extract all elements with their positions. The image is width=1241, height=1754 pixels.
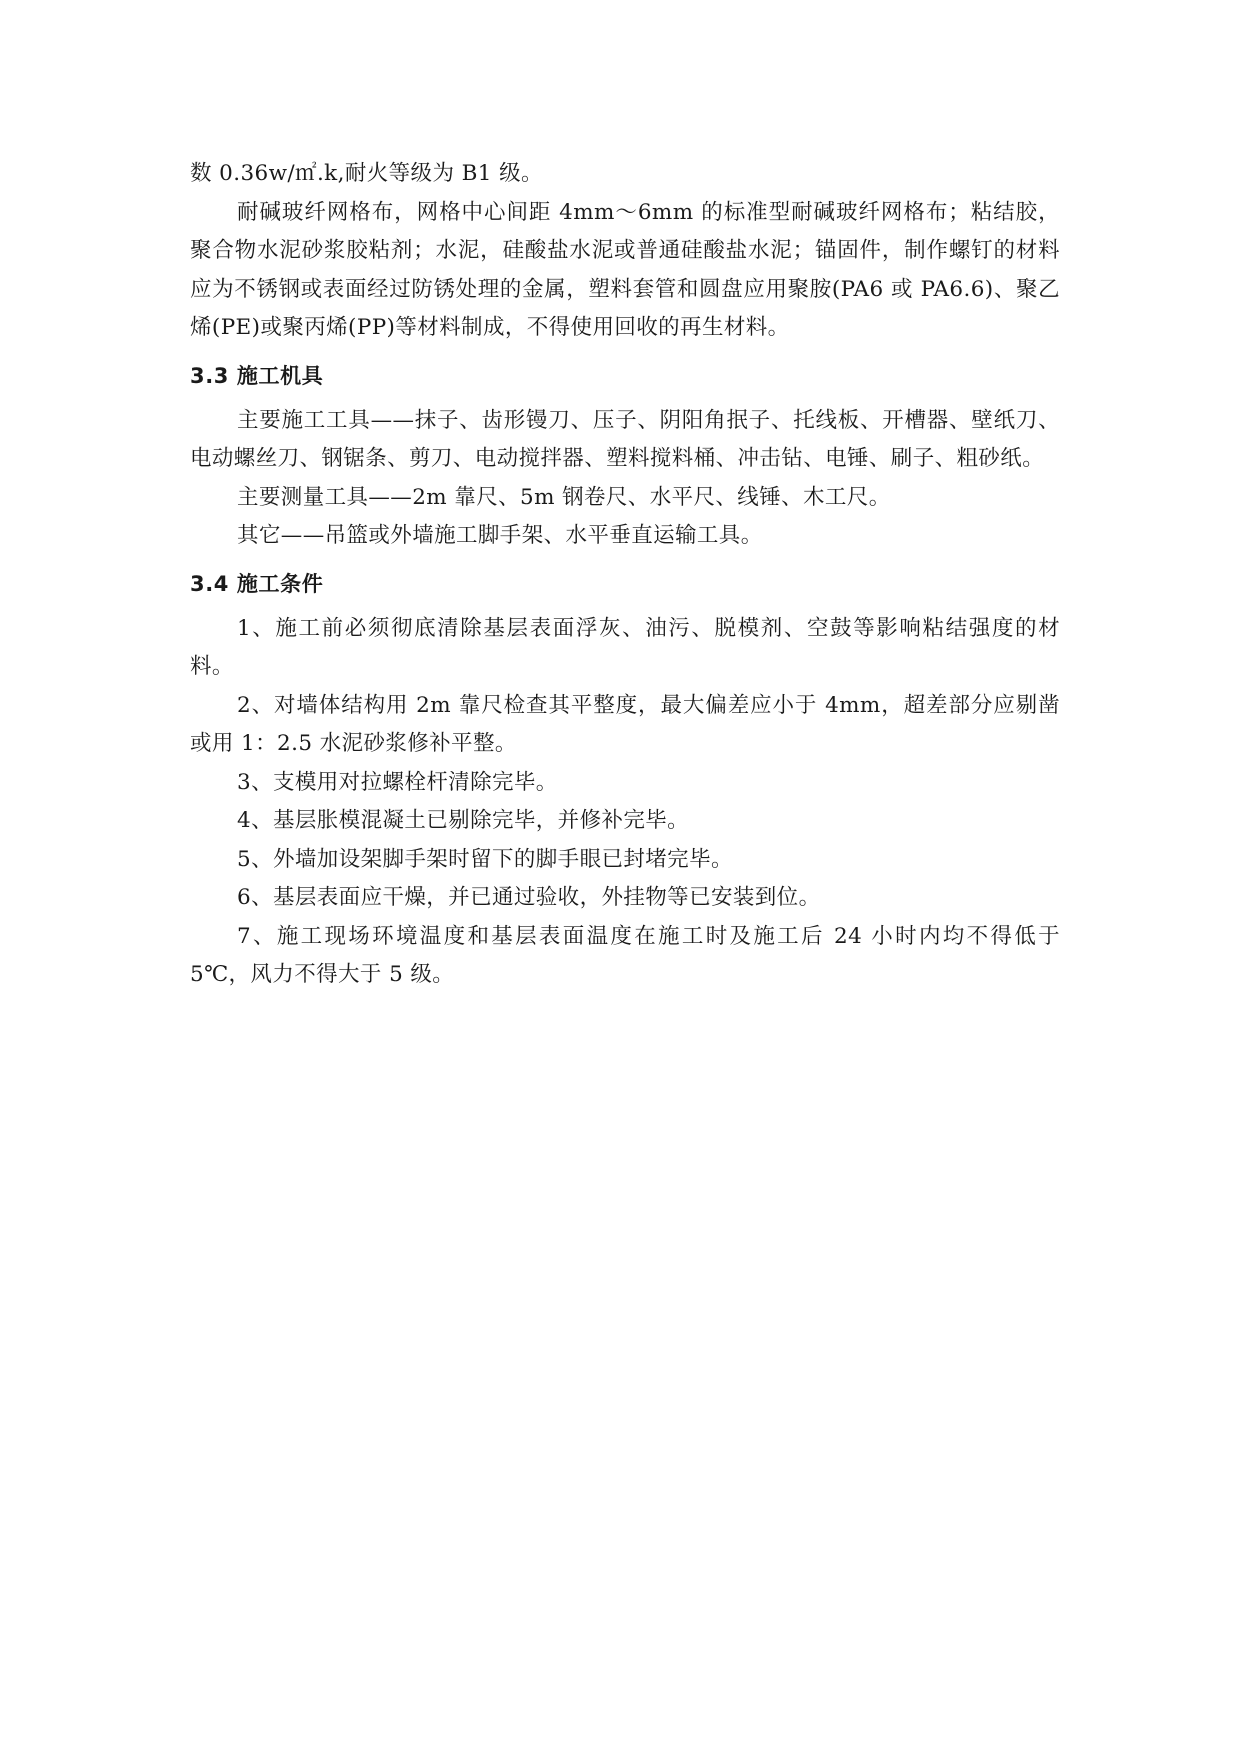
condition-item-7: 7、施工现场环境温度和基层表面温度在施工时及施工后 24 小时内均不得低于 5℃，风力不得大于 5 级。 [190,923,1060,987]
document-body [190,155,1060,995]
other-equipment-paragraph: 其它——吊篮或外墙施工脚手架、水平垂直运输工具。 [237,523,763,548]
intro-line: 数 0.36w/㎡.k,耐火等级为 B1 级。 [190,161,543,186]
condition-item-1: 1、施工前必须彻底清除基层表面浮灰、油污、脱模剂、空鼓等影响粘结强度的材料。 [190,615,1060,679]
condition-item-3: 3、支模用对拉螺栓杆清除完毕。 [237,769,558,795]
condition-item-2: 2、对墙体结构用 2m 靠尺检查其平整度，最大偏差应小于 4mm，超差部分应剔凿或用 1：2.5 水泥砂浆修补平整。 [190,692,1060,756]
materials-paragraph: 耐碱玻纤网格布，网格中心间距 4mm～6mm 的标准型耐碱玻纤网格布；粘结胶，聚合物水泥砂浆胶粘剂；水泥，硅酸盐水泥或普通硅酸盐水泥；锚固件，制作螺钉的材料应为不锈钢或表面经过防锈处理的金属，塑料套管和圆盘应用聚胺(PA6 或 PA6.6)、聚乙烯(PE)或聚丙烯(PP)等材料制成，不得使用回收的再生材料。 [190,199,1060,340]
measuring-tools-paragraph: 主要测量工具——2m 靠尺、5m 钢卷尺、水平尺、线锤、木工尺。 [237,484,891,510]
tools-paragraph: 主要施工工具——抹子、齿形镘刀、压子、阴阳角抿子、托线板、开槽器、壁纸刀、电动螺丝刀、钢锯条、剪刀、电动搅拌器、塑料搅料桶、冲击钻、电锤、刷子、粗砂纸。 [190,407,1060,471]
section-heading-3-3: 3.3 施工机具 [190,363,324,388]
condition-item-6: 6、基层表面应干燥，并已通过验收，外挂物等已安装到位。 [237,885,821,910]
section-heading-3-4: 3.4 施工条件 [190,571,324,596]
condition-item-4: 4、基层胀模混凝土已剔除完毕，并修补完毕。 [237,808,690,833]
condition-item-5: 5、外墙加设架脚手架时留下的脚手眼已封堵完毕。 [237,846,733,872]
